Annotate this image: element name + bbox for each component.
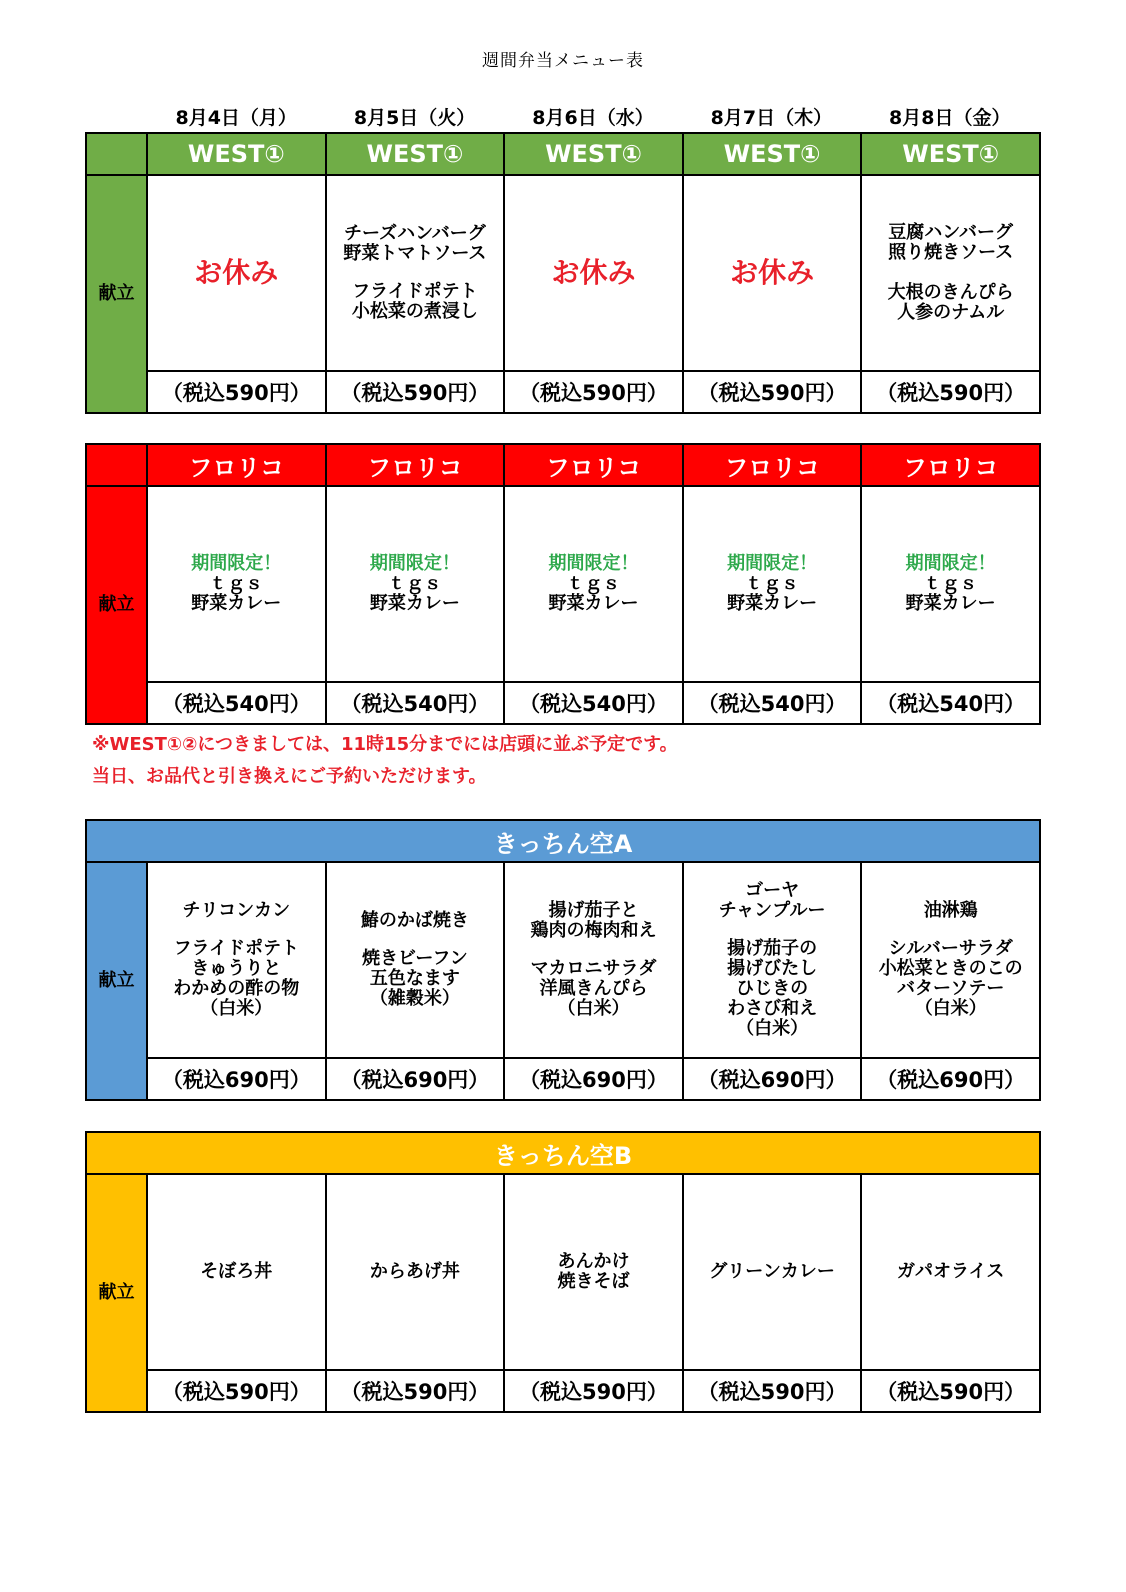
price-cell: （税込690円） — [326, 1058, 505, 1100]
west-header-cell: WEST① — [683, 133, 862, 175]
florico-menu-tue — [326, 486, 505, 682]
date-header-row — [147, 103, 1039, 130]
menu-line: シルバーサラダ — [888, 938, 1013, 959]
price-cell: （税込690円） — [683, 1058, 862, 1100]
menu-line: 油淋鶏 — [923, 900, 978, 921]
menu-line: 野菜カレー — [548, 593, 639, 614]
menu-line: ゴーヤ — [745, 880, 800, 901]
menu-line: （白米） — [557, 998, 630, 1019]
date-mon: 8月4日（月） — [175, 107, 297, 129]
promo-text: 期間限定！ — [191, 553, 282, 574]
holiday-text: お休み — [730, 256, 815, 289]
menu-line: 豆腐ハンバーグ — [888, 222, 1014, 243]
kitchen-a-header: きっちん空A — [86, 820, 1040, 862]
menu-line: 野菜カレー — [905, 593, 996, 614]
price-cell: （税込540円） — [683, 682, 862, 724]
promo-text: 期間限定！ — [905, 553, 996, 574]
menu-line: 野菜カレー — [727, 593, 818, 614]
date-fri: 8月8日（金） — [889, 107, 1011, 129]
menu-line: 揚げ茄子の — [727, 938, 818, 959]
menu-line: ｔｇｓ — [209, 573, 264, 594]
menu-line: ｔｇｓ — [566, 573, 621, 594]
kitchen-b-menu-tue: からあげ丼 — [326, 1174, 505, 1370]
notice-line-1: ※WEST①②につきましては、11時15分までには店頭に並ぶ予定です。 — [92, 734, 678, 755]
price-cell: （税込590円） — [861, 1370, 1040, 1412]
menu-line: 揚げ茄子と — [548, 900, 639, 921]
menu-line: ｔｇｓ — [745, 573, 800, 594]
florico-header-cell: フロリコ — [147, 444, 326, 486]
menu-line: チリコンカン — [182, 900, 291, 921]
price-cell: （税込590円） — [326, 371, 505, 413]
menu-line: 人参のナムル — [897, 302, 1005, 323]
west-header-corner — [86, 133, 147, 175]
date-tue: 8月5日（火） — [353, 107, 476, 129]
florico-menu-table — [85, 443, 1041, 725]
menu-line: 野菜トマトソース — [343, 243, 487, 264]
west-menu-wed — [504, 175, 683, 371]
menu-line: 揚げびたし — [727, 958, 818, 979]
menu-line: 洋風きんぴら — [539, 978, 648, 999]
florico-row-label: 献立 — [86, 486, 147, 724]
price-cell: （税込540円） — [147, 682, 326, 724]
west-header-cell: WEST① — [147, 133, 326, 175]
price-cell: （税込590円） — [683, 1370, 862, 1412]
kitchen-b-menu-fri: ガパオライス — [861, 1174, 1040, 1370]
florico-menu-fri — [861, 486, 1040, 682]
florico-header-cell: フロリコ — [326, 444, 505, 486]
menu-line: フライドポテト — [352, 281, 478, 302]
kitchen-a-menu-fri — [861, 862, 1040, 1058]
menu-line: 野菜カレー — [369, 593, 460, 614]
west-menu-table — [85, 132, 1041, 414]
menu-line: わさび和え — [727, 998, 818, 1019]
kitchen-b-menu-thu: グリーンカレー — [683, 1174, 862, 1370]
menu-line: チーズハンバーグ — [343, 223, 486, 244]
kitchen-b-row-label: 献立 — [86, 1174, 147, 1412]
menu-line: わかめの酢の物 — [173, 978, 300, 999]
florico-header-cell: フロリコ — [504, 444, 683, 486]
menu-line: 照り焼きソース — [888, 242, 1014, 263]
menu-line: あんかけ — [557, 1251, 630, 1272]
menu-line: 野菜カレー — [191, 593, 282, 614]
west-menu-tue — [326, 175, 505, 371]
menu-line: 小松菜ときのこの — [878, 958, 1023, 979]
price-cell: （税込540円） — [326, 682, 505, 724]
menu-line: 鰆のかば焼き — [360, 910, 469, 931]
promo-text: 期間限定！ — [369, 553, 460, 574]
kitchen-a-menu-tue — [326, 862, 505, 1058]
menu-line: 鶏肉の梅肉和え — [530, 920, 657, 941]
kitchen-b-header: きっちん空B — [86, 1132, 1040, 1174]
menu-line: 五色なます — [369, 968, 460, 989]
menu-line: 焼きビーフン — [362, 948, 468, 969]
price-cell: （税込590円） — [147, 1370, 326, 1412]
florico-header-corner — [86, 444, 147, 486]
menu-line: ひじきの — [736, 978, 809, 999]
menu-line: フライドポテト — [173, 938, 300, 959]
menu-line: きゅうりと — [191, 958, 282, 979]
kitchen-a-menu-wed — [504, 862, 683, 1058]
menu-line: 焼きそば — [557, 1271, 630, 1292]
west-header-cell: WEST① — [326, 133, 505, 175]
menu-line: マカロニサラダ — [530, 958, 657, 979]
price-cell: （税込540円） — [861, 682, 1040, 724]
kitchen-b-menu-table — [85, 1131, 1041, 1413]
holiday-text: お休み — [194, 256, 279, 289]
florico-header-cell: フロリコ — [683, 444, 862, 486]
menu-line: （雑穀米） — [369, 988, 460, 1009]
menu-line: （白米） — [914, 998, 987, 1019]
promo-text: 期間限定！ — [727, 553, 818, 574]
holiday-text: お休み — [551, 256, 636, 289]
promo-text: 期間限定！ — [548, 553, 639, 574]
florico-header-cell: フロリコ — [861, 444, 1040, 486]
menu-line: ｔｇｓ — [923, 573, 978, 594]
price-cell: （税込690円） — [504, 1058, 683, 1100]
price-cell: （税込590円） — [147, 371, 326, 413]
kitchen-a-menu-mon — [147, 862, 326, 1058]
florico-menu-wed — [504, 486, 683, 682]
date-wed: 8月6日（水） — [532, 107, 654, 129]
price-cell: （税込590円） — [504, 371, 683, 413]
price-cell: （税込590円） — [504, 1370, 683, 1412]
price-cell: （税込540円） — [504, 682, 683, 724]
menu-line: チャンプルー — [718, 900, 826, 921]
kitchen-a-menu-table — [85, 819, 1041, 1101]
west-menu-mon — [147, 175, 326, 371]
menu-line: バターソテー — [897, 978, 1005, 999]
kitchen-a-row-label: 献立 — [86, 862, 147, 1100]
menu-line: 小松菜の煮浸し — [351, 301, 478, 322]
date-thu: 8月7日（木） — [710, 107, 833, 129]
kitchen-a-menu-thu — [683, 862, 862, 1058]
page-title: 週間弁当メニュー表 — [482, 51, 644, 71]
west-header-cell: WEST① — [504, 133, 683, 175]
florico-menu-mon — [147, 486, 326, 682]
menu-line: （白米） — [200, 998, 273, 1019]
west-header-cell: WEST① — [861, 133, 1040, 175]
west-menu-fri — [861, 175, 1040, 371]
menu-line: 大根のきんぴら — [887, 282, 1014, 303]
price-cell: （税込590円） — [326, 1370, 505, 1412]
price-cell: （税込590円） — [861, 371, 1040, 413]
price-cell: （税込590円） — [683, 371, 862, 413]
price-cell: （税込690円） — [147, 1058, 326, 1100]
menu-line: （白米） — [736, 1018, 809, 1039]
florico-menu-thu — [683, 486, 862, 682]
notice-line-2: 当日、お品代と引き換えにご予約いただけます。 — [92, 766, 487, 787]
menu-line: ｔｇｓ — [387, 573, 442, 594]
kitchen-b-menu-wed — [504, 1174, 683, 1370]
west-menu-thu — [683, 175, 862, 371]
price-cell: （税込690円） — [861, 1058, 1040, 1100]
west-row-label: 献立 — [86, 175, 147, 413]
kitchen-b-menu-mon: そぼろ丼 — [147, 1174, 326, 1370]
